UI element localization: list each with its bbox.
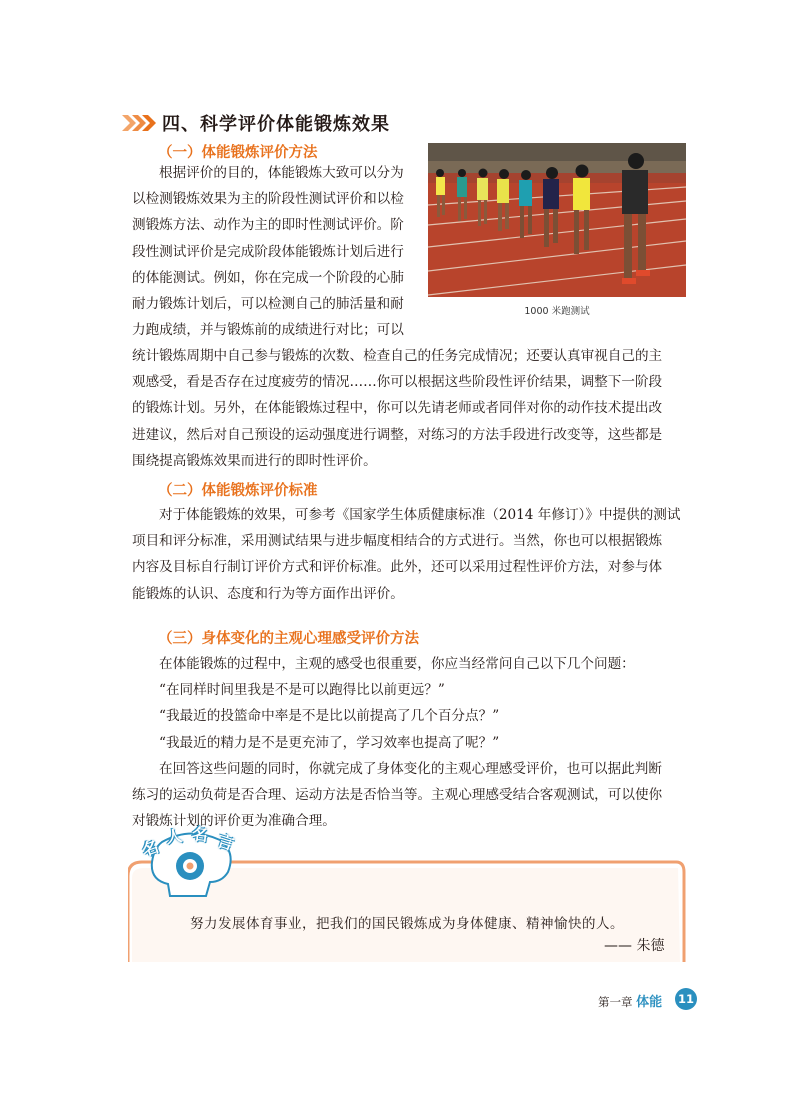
- text-line: 在回答这些问题的同时，你就完成了身体变化的主观心理感受评价，也可以据此判断: [159, 760, 662, 777]
- subsection-title-1: （一）体能锻炼评价方法: [158, 145, 318, 161]
- badge-char: 名: [139, 836, 162, 861]
- text-line: 能锻炼的认识、态度和行为等方面作出评价。: [132, 585, 404, 602]
- text-line: 观感受，看是否存在过度疲劳的情况……你可以根据这些阶段性评价结果，调整下一阶段: [132, 374, 663, 391]
- chevron-right-icon: [122, 113, 158, 133]
- text-line: 耐力锻炼计划后，可以检测自己的肺活量和耐: [132, 296, 404, 313]
- question-line: “我最近的精力是不是更充沛了，学习效率也提高了呢？”: [159, 734, 500, 751]
- text-line: 根据评价的目的，体能锻炼大致可以分为: [159, 165, 404, 181]
- quote-author: —— 朱德: [604, 938, 665, 954]
- question-line: “在同样时间里我是不是可以跑得比以前更远？”: [159, 682, 445, 699]
- text-line: 对锻炼计划的评价更为准确合理。: [132, 813, 336, 830]
- badge-char: 言: [215, 830, 237, 854]
- page-number: 11: [675, 988, 697, 1010]
- text-line: 以检测锻炼效果为主的阶段性测试评价和以检: [132, 191, 404, 208]
- paragraph-1-full: [132, 343, 690, 474]
- text-line: 内容及目标自行制订评价方式和评价标准。此外，还可以采用过程性评价方法，对参与体: [132, 559, 663, 576]
- badge-char: 人: [164, 825, 184, 848]
- text-line: 进建议，然后对自己预设的运动强度进行调整，对练习的方法手段进行改变等，这些都是: [132, 426, 663, 443]
- text-line: 测锻炼方法、动作为主的即时性测试评价。阶: [132, 217, 404, 234]
- photo-caption: 1000 米跑测试: [524, 306, 590, 317]
- paragraph-2: [132, 502, 690, 607]
- section-title: 四、科学评价体能锻炼效果: [162, 114, 390, 135]
- runners-photo: [428, 143, 686, 297]
- text-line: 练习的运动负荷是否合理、运动方法是否恰当等。主观心理感受结合客观测试，可以使你: [132, 787, 663, 804]
- famous-quote-badge: [140, 822, 240, 900]
- text-line: 力跑成绩，并与锻炼前的成绩进行对比；可以: [132, 322, 404, 339]
- badge-char: 名: [190, 824, 209, 845]
- text-line: 项目和评分标准，采用测试结果与进步幅度相结合的方式进行。当然，你也可以根据锻炼: [132, 533, 663, 550]
- text-line: 围绕提高锻炼效果而进行的即时性评价。: [132, 452, 377, 469]
- text-line: 统计锻炼周期中自己参与锻炼的次数、检查自己的任务完成情况；还要认真审视自己的主: [132, 348, 663, 364]
- footer-chapter: [598, 991, 662, 1010]
- question-line: “我最近的投篮命中率是不是比以前提高了几个百分点？”: [159, 708, 500, 725]
- text-line: 的锻炼计划。另外，在体能锻炼过程中，你可以先请老师或者同伴对你的动作技术提出改: [132, 400, 663, 417]
- subsection-title-3: （三）身体变化的主观心理感受评价方法: [158, 631, 419, 647]
- paragraph-3: [132, 651, 690, 834]
- subsection-title-2: （二）体能锻炼评价标准: [158, 483, 318, 499]
- text-line: 的体能测试。例如，你在完成一个阶段的心肺: [132, 269, 404, 286]
- text-line: 对于体能锻炼的效果，可参考《国家学生体质健康标准（2014 年修订）》中提供的测试: [159, 507, 681, 523]
- quote-text: 努力发展体育事业，把我们的国民锻炼成为身体健康、精神愉快的人。: [190, 916, 624, 932]
- text-line: 段性测试评价是完成阶段体能锻炼计划后进行: [132, 243, 404, 260]
- chapter-name: 体能: [636, 995, 663, 1010]
- chapter-label: 第一章: [598, 995, 633, 1009]
- text-line: 在体能锻炼的过程中，主观的感受也很重要，你应当经常问自己以下几个问题：: [159, 656, 635, 672]
- running-track-illustration: [428, 143, 686, 297]
- paragraph-1-wrapped: [132, 160, 422, 343]
